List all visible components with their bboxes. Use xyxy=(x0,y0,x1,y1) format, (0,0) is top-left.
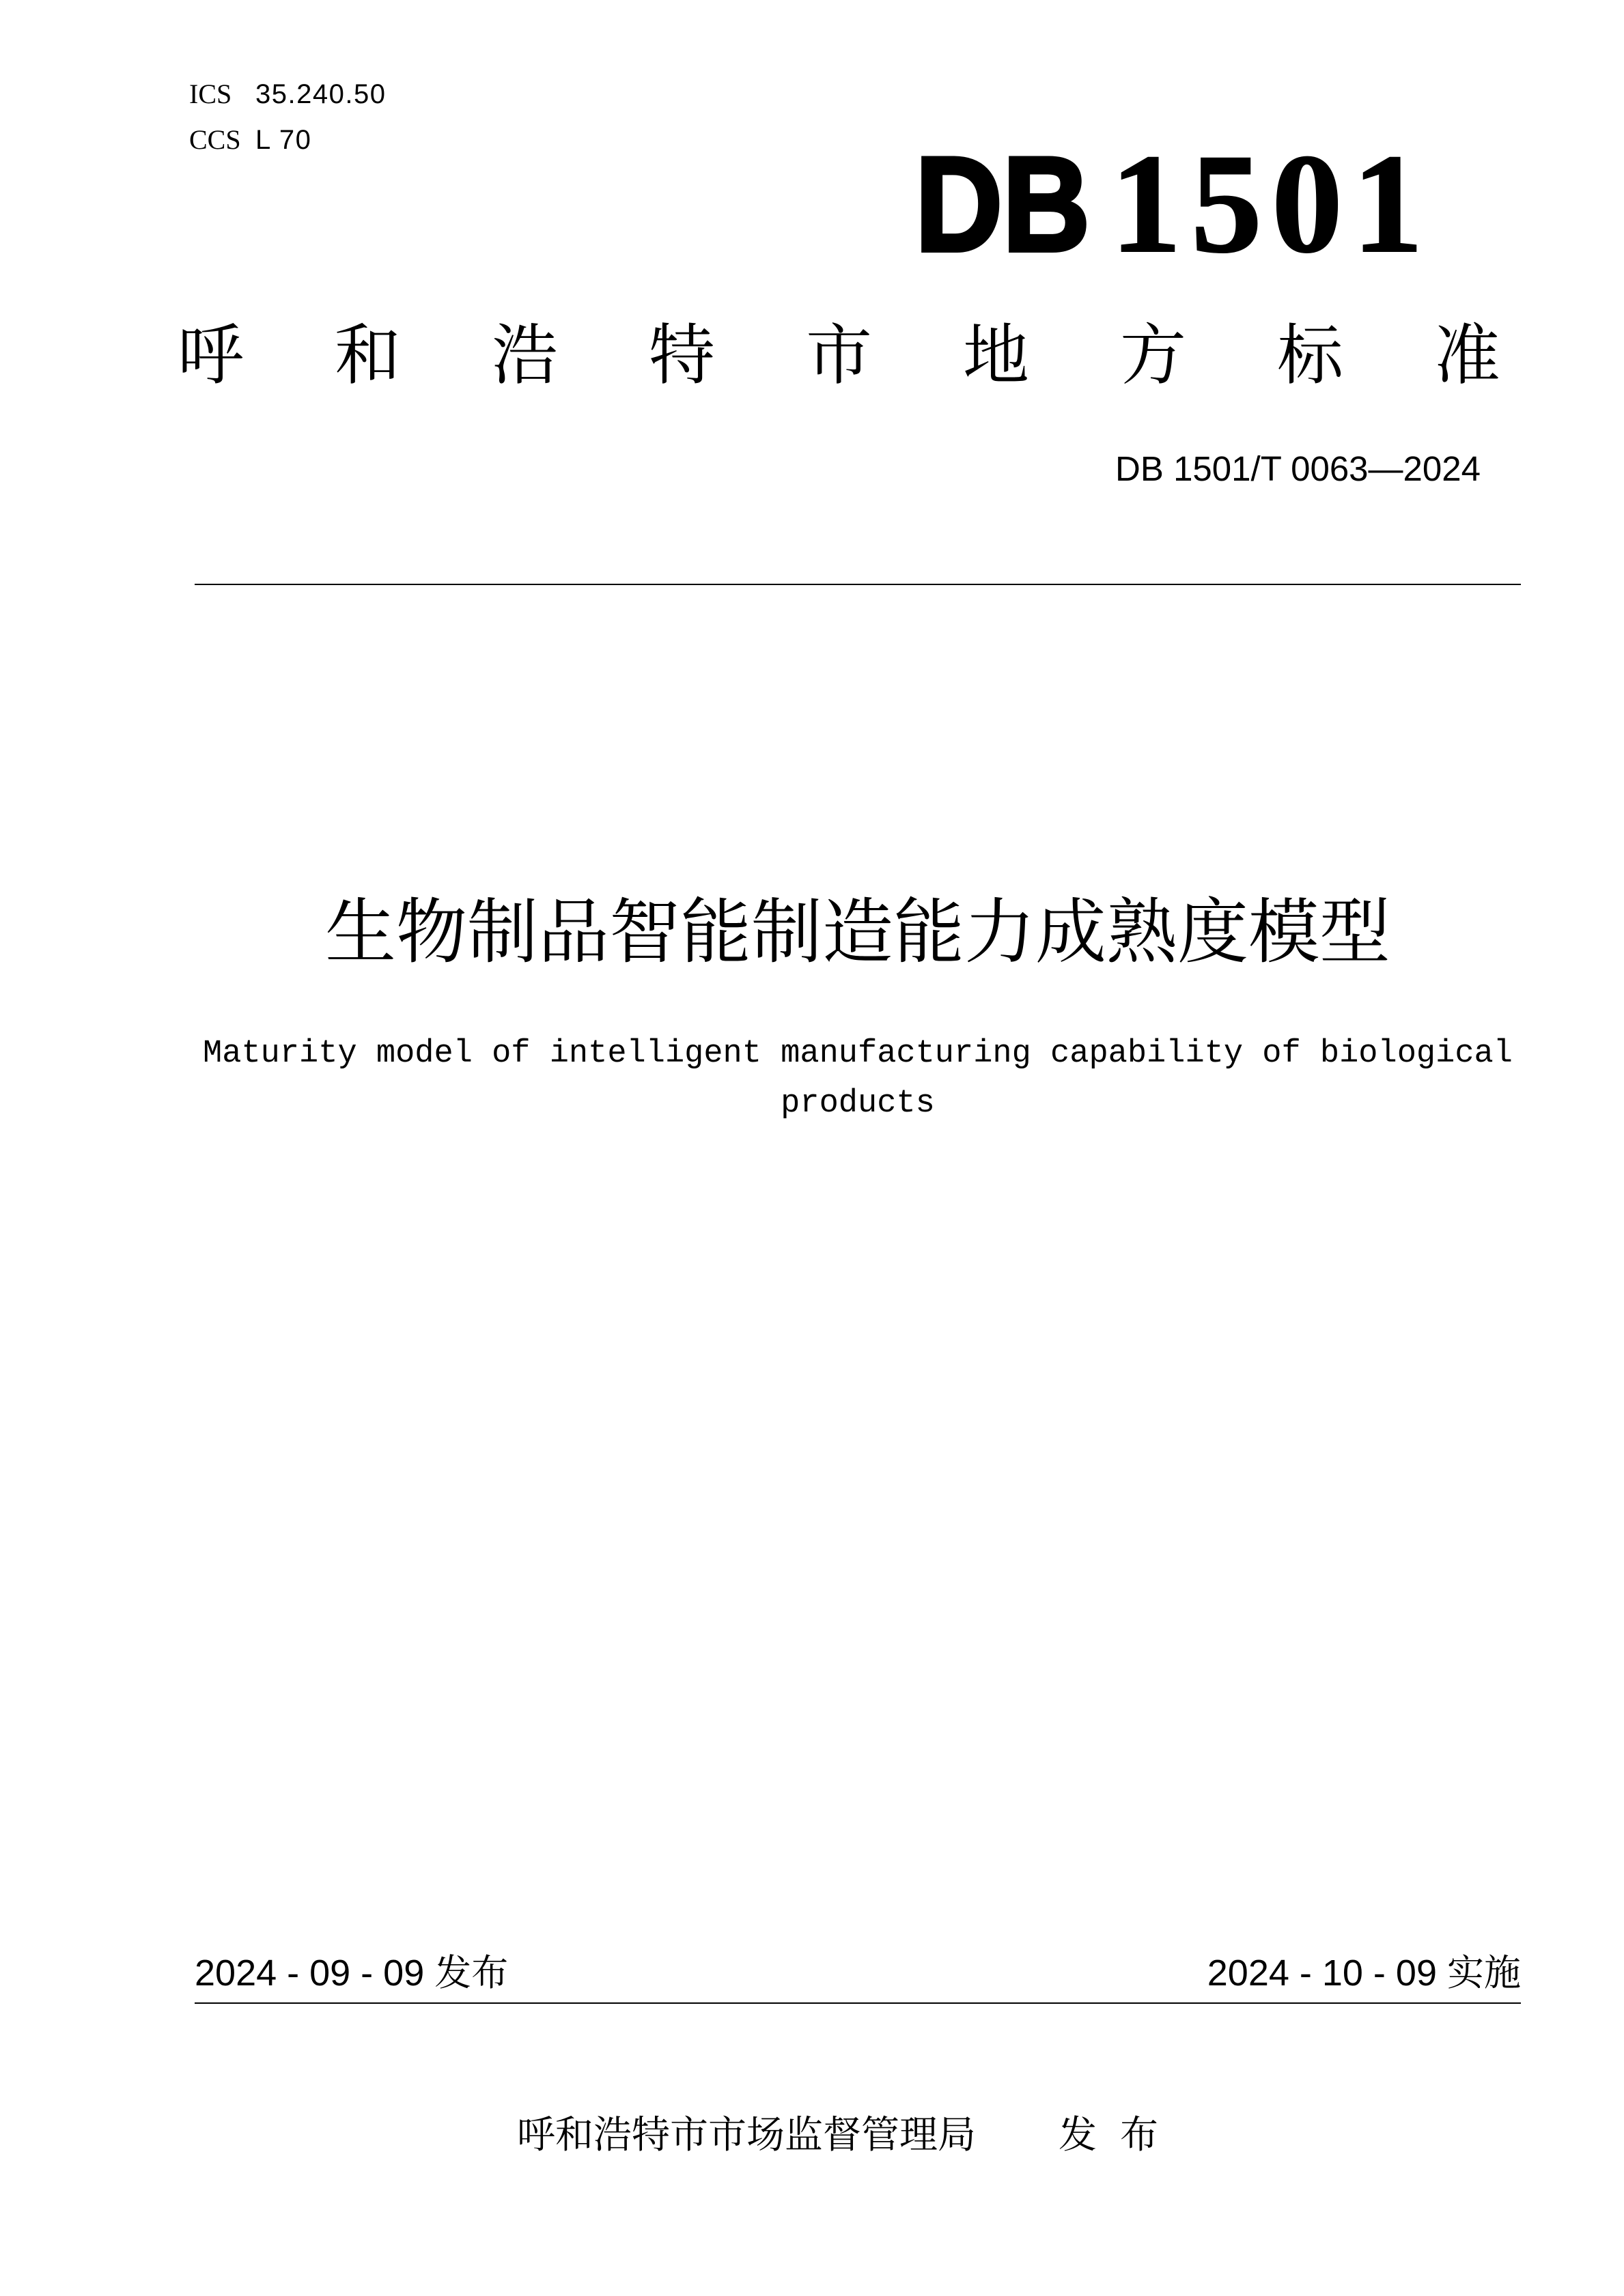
ics-label: ICS xyxy=(189,79,232,109)
ccs-label: CCS xyxy=(189,124,241,155)
document-title-zh: 生物制品智能制造能力成熟度模型 xyxy=(324,890,1390,974)
issue-date: 2024 - 09 - 09 xyxy=(195,1953,425,1994)
issuer-name: 呼和浩特市市场监督管理局 xyxy=(517,2113,976,2157)
db-logo-number: 1501 xyxy=(1110,125,1433,282)
ccs-code: L 70 xyxy=(255,125,312,155)
issuer-action: 发布 xyxy=(1059,2113,1181,2157)
implement-date: 2024 - 10 - 09 xyxy=(1207,1953,1437,1994)
bottom-divider xyxy=(195,2002,1521,2004)
standard-type-heading: 呼和浩特市地方标准 xyxy=(178,317,1591,394)
implement-label: 实施 xyxy=(1447,1953,1521,1994)
issue-label: 发布 xyxy=(434,1953,509,1994)
standard-number: DB 1501/T 0063—2024 xyxy=(1115,449,1481,488)
ics-code: 35.240.50 xyxy=(255,79,387,109)
document-title-en: Maturity model of intelligent manufacturing capability of biological products xyxy=(203,1036,1513,1122)
top-divider xyxy=(195,584,1521,585)
issue-date-line xyxy=(195,1951,508,1995)
db-logo-prefix: DB xyxy=(915,129,1091,279)
implement-date-line xyxy=(1207,1951,1521,1995)
